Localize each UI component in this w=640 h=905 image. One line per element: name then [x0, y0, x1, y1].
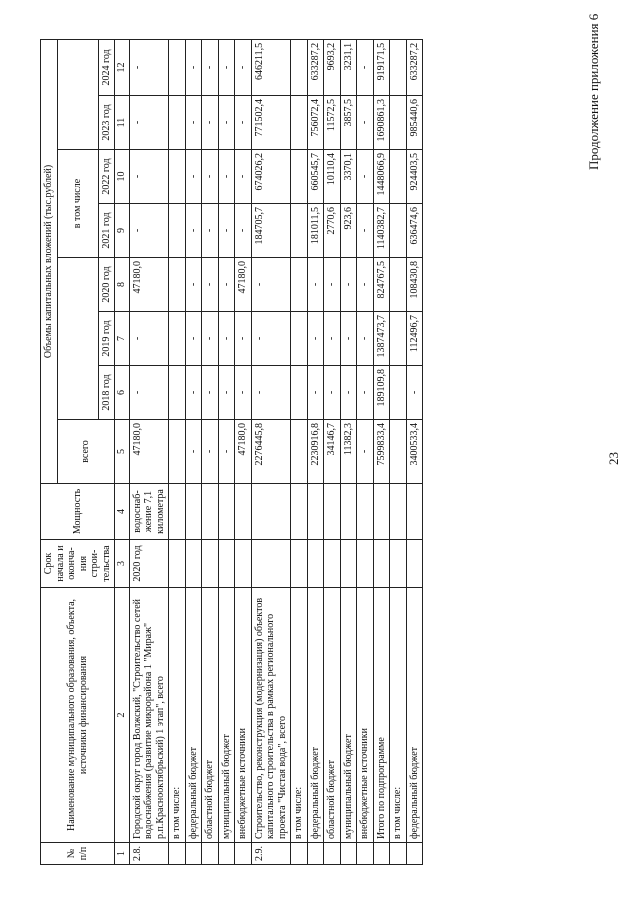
row-year-value: -: [218, 204, 235, 258]
header-year: 2021 год: [98, 204, 115, 258]
column-number: 2: [115, 588, 130, 843]
row-year-value: [169, 366, 186, 420]
row-capacity: [169, 484, 186, 540]
column-number-row: [115, 39, 130, 864]
header-name: Наименование муниципального образования, объекта, источники финансирования: [41, 588, 115, 843]
header-including: в том числе: [57, 150, 98, 258]
row-name: областной бюджет: [324, 588, 341, 843]
row-total: [291, 420, 308, 484]
row-year-value: -: [307, 312, 324, 366]
row-term: [218, 540, 235, 588]
row-year-value: [390, 204, 407, 258]
table-row: [373, 39, 390, 864]
row-term: [235, 540, 252, 588]
row-year-value: [291, 312, 308, 366]
row-year-value: -: [129, 150, 169, 204]
row-year-value: -: [235, 312, 252, 366]
row-term: [291, 540, 308, 588]
row-total: -: [218, 420, 235, 484]
row-term: [185, 540, 202, 588]
row-year-value: -: [357, 150, 374, 204]
row-year-value: 633287,2: [307, 39, 324, 95]
header-year: 2019 год: [98, 312, 115, 366]
row-year-value: [291, 366, 308, 420]
row-year-value: [390, 258, 407, 312]
row-term: [251, 540, 291, 588]
row-year-value: -: [218, 366, 235, 420]
row-year-value: [169, 39, 186, 95]
row-year-value: -: [307, 258, 324, 312]
row-year-value: -: [202, 96, 219, 150]
row-name: в том числе:: [390, 588, 407, 843]
row-year-value: -: [340, 258, 357, 312]
row-total: 3400533,4: [406, 420, 423, 484]
row-year-value: -: [251, 258, 291, 312]
row-name: муниципальный бюджет: [218, 588, 235, 843]
row-year-value: [390, 366, 407, 420]
row-name: федеральный бюджет: [307, 588, 324, 843]
row-year-value: [169, 312, 186, 366]
row-year-value: 1140382,7: [373, 204, 390, 258]
row-year-value: -: [324, 312, 341, 366]
row-year-value: -: [357, 366, 374, 420]
row-year-value: -: [129, 366, 169, 420]
row-term: [340, 540, 357, 588]
row-number: [307, 843, 324, 865]
column-number: 7: [115, 312, 130, 366]
row-year-value: -: [406, 366, 423, 420]
row-year-value: -: [202, 312, 219, 366]
row-year-value: -: [218, 96, 235, 150]
row-term: [357, 540, 374, 588]
row-year-value: [390, 150, 407, 204]
row-total: 34146,7: [324, 420, 341, 484]
row-term: [324, 540, 341, 588]
header-spacer: [57, 39, 98, 149]
row-number: [406, 843, 423, 865]
row-number: [390, 843, 407, 865]
row-year-value: -: [185, 150, 202, 204]
row-year-value: 824767,5: [373, 258, 390, 312]
row-year-value: -: [218, 312, 235, 366]
row-name: муниципальный бюджет: [340, 588, 357, 843]
row-year-value: [390, 312, 407, 366]
column-number: 12: [115, 39, 130, 95]
table-row: [218, 39, 235, 864]
page-number: 23: [606, 452, 621, 465]
row-total: 2230916,8: [307, 420, 324, 484]
row-number: [185, 843, 202, 865]
row-year-value: 646211,5: [251, 39, 291, 95]
row-year-value: 756072,4: [307, 96, 324, 150]
row-year-value: -: [251, 312, 291, 366]
row-capacity: [390, 484, 407, 540]
column-number: 1: [115, 843, 130, 865]
row-year-value: 924403,5: [406, 150, 423, 204]
row-total: -: [357, 420, 374, 484]
row-year-value: -: [202, 204, 219, 258]
row-year-value: 1448066,9: [373, 150, 390, 204]
row-total: 47180,0: [129, 420, 169, 484]
row-year-value: -: [235, 39, 252, 95]
column-number: 8: [115, 258, 130, 312]
row-year-value: -: [307, 366, 324, 420]
row-capacity: [291, 484, 308, 540]
header-year: 2018 год: [98, 366, 115, 420]
row-year-value: 11572,5: [324, 96, 341, 150]
column-number: 11: [115, 96, 130, 150]
row-name: федеральный бюджет: [185, 588, 202, 843]
row-year-value: 3370,1: [340, 150, 357, 204]
row-year-value: 2770,6: [324, 204, 341, 258]
row-term: [373, 540, 390, 588]
row-year-value: 636474,6: [406, 204, 423, 258]
row-total: -: [202, 420, 219, 484]
row-year-value: -: [185, 39, 202, 95]
row-year-value: [291, 204, 308, 258]
row-total: [169, 420, 186, 484]
row-year-value: [291, 39, 308, 95]
row-capacity: [218, 484, 235, 540]
row-total: 2276445,8: [251, 420, 291, 484]
column-number: 9: [115, 204, 130, 258]
row-year-value: -: [202, 366, 219, 420]
row-number: 2.9.: [251, 843, 291, 865]
table-row: [390, 39, 407, 864]
row-year-value: 1690861,3: [373, 96, 390, 150]
row-year-value: [169, 204, 186, 258]
row-year-value: 660545,7: [307, 150, 324, 204]
row-year-value: -: [202, 150, 219, 204]
column-number: 5: [115, 420, 130, 484]
row-year-value: [169, 96, 186, 150]
column-number: 10: [115, 150, 130, 204]
row-year-value: -: [235, 150, 252, 204]
row-term: [406, 540, 423, 588]
row-number: [373, 843, 390, 865]
row-year-value: 633287,2: [406, 39, 423, 95]
row-year-value: -: [218, 258, 235, 312]
row-name: внебюджетные источники: [235, 588, 252, 843]
header-year: 2024 год: [98, 39, 115, 95]
row-year-value: 10110,4: [324, 150, 341, 204]
table-row: [185, 39, 202, 864]
row-capacity: [307, 484, 324, 540]
row-year-value: -: [218, 150, 235, 204]
row-year-value: -: [324, 366, 341, 420]
row-year-value: -: [129, 39, 169, 95]
row-year-value: 3857,5: [340, 96, 357, 150]
row-year-value: -: [357, 204, 374, 258]
row-year-value: [169, 258, 186, 312]
table-body: [129, 39, 423, 864]
header-year: 2020 год: [98, 258, 115, 312]
row-capacity: водоснаб-жение 7,1 километра: [129, 484, 169, 540]
row-term: [169, 540, 186, 588]
row-year-value: 184705,7: [251, 204, 291, 258]
row-term: [307, 540, 324, 588]
row-number: [291, 843, 308, 865]
capital-investment-table: [40, 39, 423, 865]
row-year-value: [390, 96, 407, 150]
row-number: [357, 843, 374, 865]
row-name: Строительство, реконструкция (модернизация) объектов капитального строительства в рамках регионального проекта "Чистая вода", всего: [251, 588, 291, 843]
row-year-value: -: [202, 258, 219, 312]
row-year-value: -: [357, 96, 374, 150]
row-term: [390, 540, 407, 588]
row-year-value: -: [340, 366, 357, 420]
row-capacity: [235, 484, 252, 540]
row-capacity: [251, 484, 291, 540]
row-year-value: -: [129, 96, 169, 150]
row-number: [324, 843, 341, 865]
table-row: [169, 39, 186, 864]
row-year-value: 3231,1: [340, 39, 357, 95]
row-year-value: -: [129, 312, 169, 366]
row-capacity: [357, 484, 374, 540]
row-year-value: 47180,0: [235, 258, 252, 312]
header-no: № п/п: [41, 843, 115, 865]
header-total: всего: [57, 420, 115, 484]
header-year: 2022 год: [98, 150, 115, 204]
table-row: [340, 39, 357, 864]
continuation-label: Продолжение приложения 6: [586, 13, 601, 170]
column-number: 4: [115, 484, 130, 540]
row-year-value: 923,6: [340, 204, 357, 258]
row-year-value: -: [185, 204, 202, 258]
row-name: Городской округ город Волжский, "Строительство сетей водоснабжения (развитие микрорайона 1 "Мираж" р.п.Краснооктябрьский) 1 этап", всего: [129, 588, 169, 843]
row-year-value: [291, 258, 308, 312]
row-year-value: 1387473,7: [373, 312, 390, 366]
table-row: [357, 39, 374, 864]
header-term: Срок начала и оконча-ния строи-тельства: [41, 540, 115, 588]
row-name: Итого по подпрограмме: [373, 588, 390, 843]
header-volume: Объемы капитальных вложений (тыс.рублей): [41, 39, 58, 483]
column-number: 6: [115, 366, 130, 420]
row-number: [340, 843, 357, 865]
row-year-value: -: [185, 366, 202, 420]
row-year-value: -: [235, 96, 252, 150]
row-name: федеральный бюджет: [406, 588, 423, 843]
row-year-value: 112496,7: [406, 312, 423, 366]
row-year-value: [291, 96, 308, 150]
row-year-value: -: [185, 312, 202, 366]
row-year-value: -: [185, 96, 202, 150]
table-row: [202, 39, 219, 864]
row-year-value: [390, 39, 407, 95]
row-year-value: -: [340, 312, 357, 366]
table-row: [251, 39, 291, 864]
row-year-value: [169, 150, 186, 204]
row-total: -: [185, 420, 202, 484]
table-row: [324, 39, 341, 864]
header-capacity: Мощность: [41, 484, 115, 540]
row-year-value: -: [129, 204, 169, 258]
row-year-value: 47180,0: [129, 258, 169, 312]
row-year-value: 189109,8: [373, 366, 390, 420]
row-capacity: [324, 484, 341, 540]
row-number: [169, 843, 186, 865]
row-capacity: [406, 484, 423, 540]
table-row: [307, 39, 324, 864]
row-year-value: -: [357, 312, 374, 366]
row-year-value: -: [357, 39, 374, 95]
row-year-value: -: [185, 258, 202, 312]
row-name: в том числе:: [169, 588, 186, 843]
row-year-value: 985440,6: [406, 96, 423, 150]
row-year-value: 181011,5: [307, 204, 324, 258]
header-spacer: [57, 258, 98, 420]
row-total: [390, 420, 407, 484]
row-number: [202, 843, 219, 865]
row-name: внебюджетные источники: [357, 588, 374, 843]
row-year-value: [291, 150, 308, 204]
row-name: областной бюджет: [202, 588, 219, 843]
row-year-value: -: [202, 39, 219, 95]
row-name: в том числе:: [291, 588, 308, 843]
row-year-value: -: [357, 258, 374, 312]
row-capacity: [202, 484, 219, 540]
row-year-value: -: [235, 204, 252, 258]
table-row: [406, 39, 423, 864]
row-term: [202, 540, 219, 588]
row-capacity: [373, 484, 390, 540]
row-year-value: 108430,8: [406, 258, 423, 312]
row-capacity: [340, 484, 357, 540]
table-row: [235, 39, 252, 864]
table-row: [291, 39, 308, 864]
row-number: [218, 843, 235, 865]
row-year-value: -: [324, 258, 341, 312]
row-year-value: 919171,5: [373, 39, 390, 95]
row-year-value: -: [251, 366, 291, 420]
table-row: [129, 39, 169, 864]
row-capacity: [185, 484, 202, 540]
row-year-value: -: [218, 39, 235, 95]
row-year-value: 771502,4: [251, 96, 291, 150]
row-year-value: 674026,2: [251, 150, 291, 204]
row-term: 2020 год: [129, 540, 169, 588]
row-number: 2.8.: [129, 843, 169, 865]
row-total: 11382,3: [340, 420, 357, 484]
row-year-value: -: [235, 366, 252, 420]
column-number: 3: [115, 540, 130, 588]
row-total: 7599833,4: [373, 420, 390, 484]
row-total: 47180,0: [235, 420, 252, 484]
row-year-value: 9693,2: [324, 39, 341, 95]
header-year: 2023 год: [98, 96, 115, 150]
row-number: [235, 843, 252, 865]
